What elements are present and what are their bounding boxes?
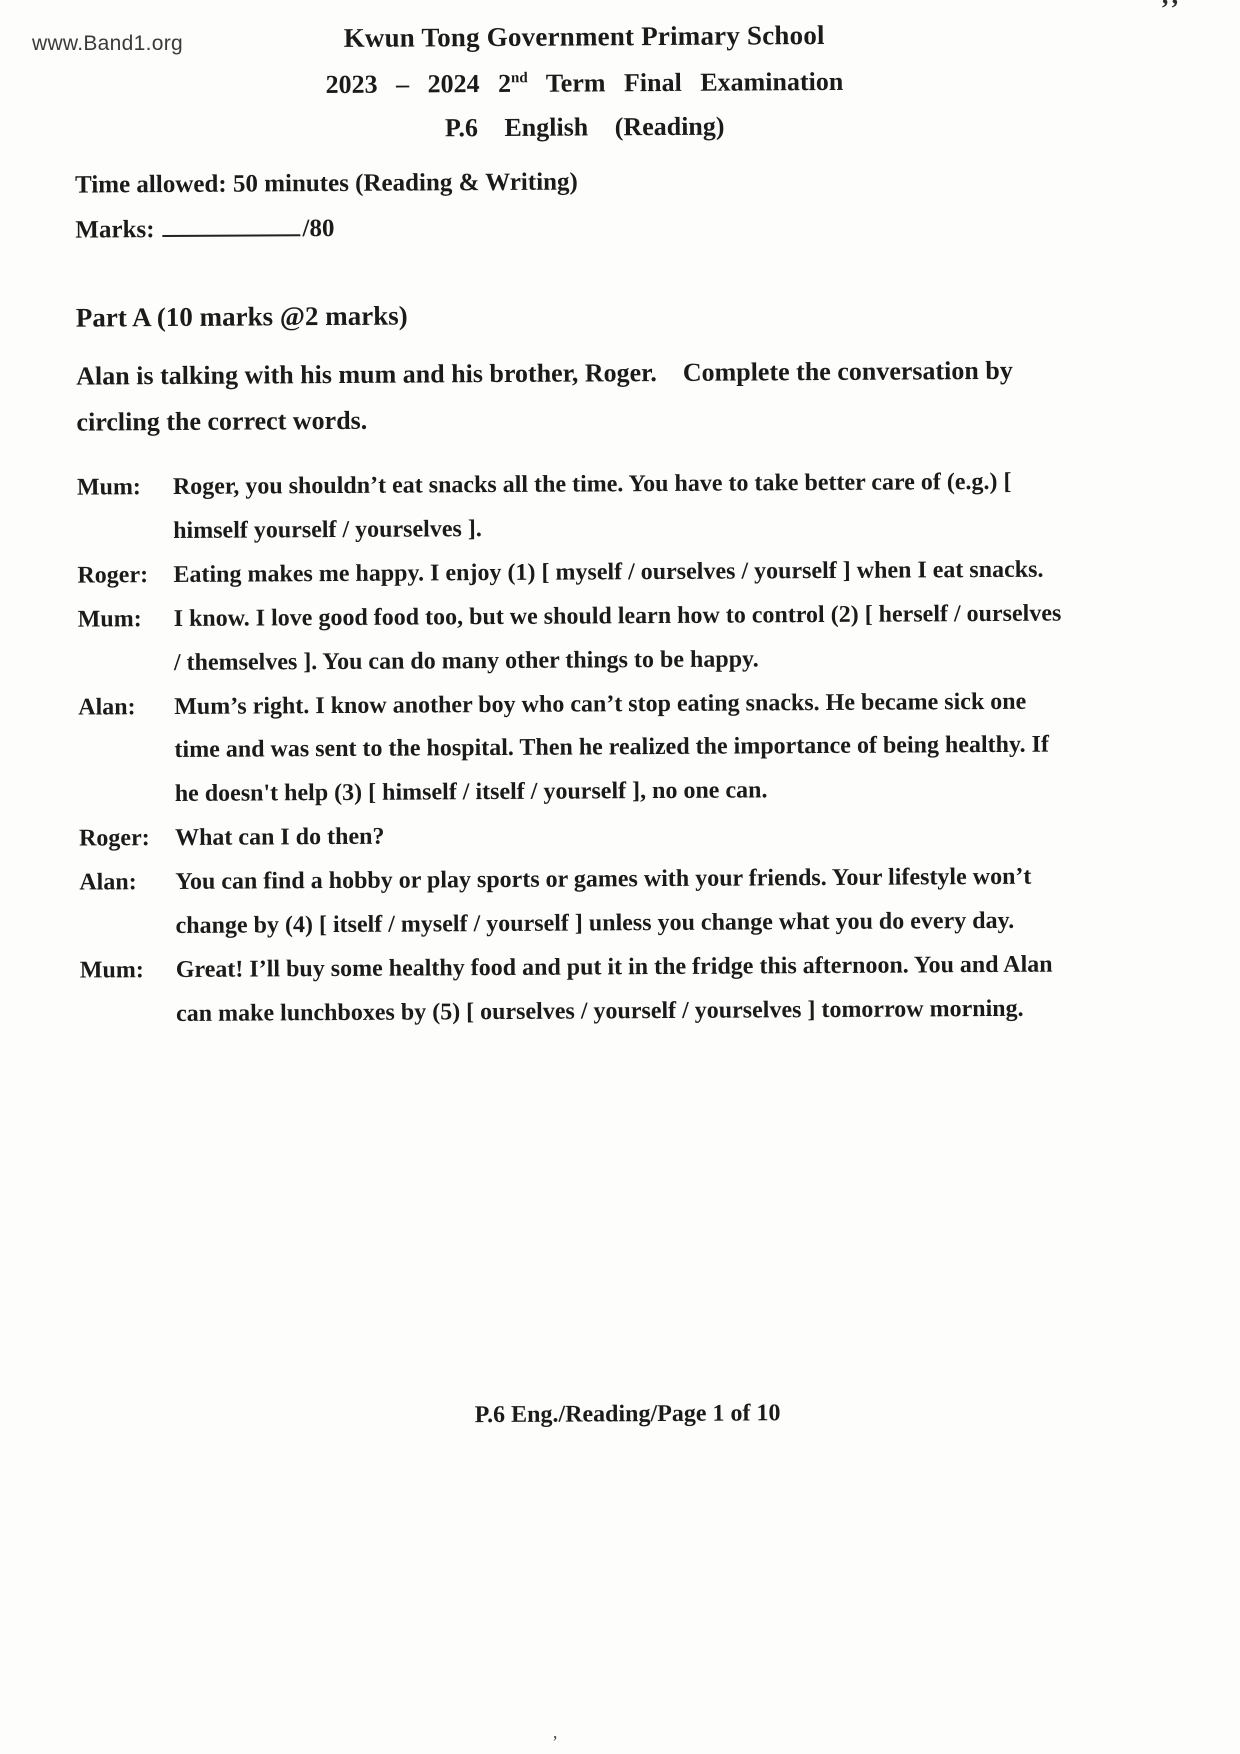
marks-line xyxy=(75,206,1240,244)
exam-header xyxy=(134,0,1035,145)
utterance-text: Roger, you shouldn’t eat snacks all the time. You have to take better care of (e.g.) [ himself yourself / yourselves ]. xyxy=(172,468,1012,544)
speaker-label: Mum: xyxy=(77,605,142,633)
dialogue-turn xyxy=(79,856,1080,950)
speaker-label: Mum: xyxy=(79,957,144,984)
speaker-label: Alan: xyxy=(78,693,136,721)
dialogue-turn xyxy=(79,812,1079,862)
dialogue-turn xyxy=(78,680,1079,818)
watermark: www.Band1.org xyxy=(32,32,183,55)
dialogue-turn xyxy=(77,548,1077,598)
part-a-title: Part A (10 marks @2 marks) xyxy=(75,300,408,333)
dialogue-turn xyxy=(78,592,1079,686)
speaker-label: Roger: xyxy=(78,825,150,852)
part-a-section xyxy=(76,296,1185,1038)
utterance-text: I know. I love good food too, but we should learn how to control (2) [ herself / ourselves / themselves ]. You can do many other things to be happy. xyxy=(173,600,1062,676)
paper-title: P.6 English (Reading) xyxy=(444,111,725,143)
marks-total: /80 xyxy=(302,214,335,243)
utterance-text: You can find a hobby or play sports or games with your friends. Your lifestyle won’t change by (4) [ itself / myself / yourself ] unless you change what you do every day. xyxy=(175,863,1032,940)
speaker-label: Roger: xyxy=(77,561,149,589)
utterance-text: Eating makes me happy. I enjoy (1) [ myself / ourselves / yourself ] when I eat snacks. xyxy=(173,556,1044,588)
dialogue-turn xyxy=(77,460,1078,554)
part-a-instructions: Alan is talking with his mum and his brother, Roger. Complete the conversation by circling the correct words. xyxy=(76,355,1020,437)
exam-title-rest: Term Final Examination xyxy=(545,66,844,98)
marks-label: Marks: xyxy=(75,216,155,244)
dialogue-turn xyxy=(80,943,1081,1037)
speaker-label: Alan: xyxy=(79,869,137,896)
speaker-label: Mum: xyxy=(76,474,141,501)
ink-mark-bottom: ’ xyxy=(552,1732,558,1752)
ordinal-suffix: nd xyxy=(510,70,528,87)
marks-blank-line xyxy=(162,212,300,237)
time-allowed: Time allowed: 50 minutes (Reading & Writing) xyxy=(74,168,578,199)
exam-meta xyxy=(75,164,1240,244)
exam-title-line xyxy=(134,66,1034,101)
ink-mark-top-right: ’’ xyxy=(1160,0,1182,23)
utterance-text: Mum’s right. I know another boy who can’t stop eating snacks. He became sick one time and was sent to the hospital. Then he realized the importance of being healthy. If he doesn't help (3) [ himself / itself / yourself ], no one can. xyxy=(174,688,1050,808)
dialogue xyxy=(77,460,1080,1037)
page-footer: P.6 Eng./Reading/Page 1 of 10 xyxy=(474,1400,781,1429)
school-name: Kwun Tong Government Primary School xyxy=(343,19,825,53)
utterance-text: Great! I’ll buy some healthy food and put it in the fridge this afternoon. You and Alan can make lunchboxes by (5) [ ourselves / yourself / yourselves ] tomorrow morning. xyxy=(175,951,1053,1027)
utterance-text: What can I do then? xyxy=(174,823,385,852)
exam-year-term: 2023 – 2024 2 xyxy=(325,68,512,100)
